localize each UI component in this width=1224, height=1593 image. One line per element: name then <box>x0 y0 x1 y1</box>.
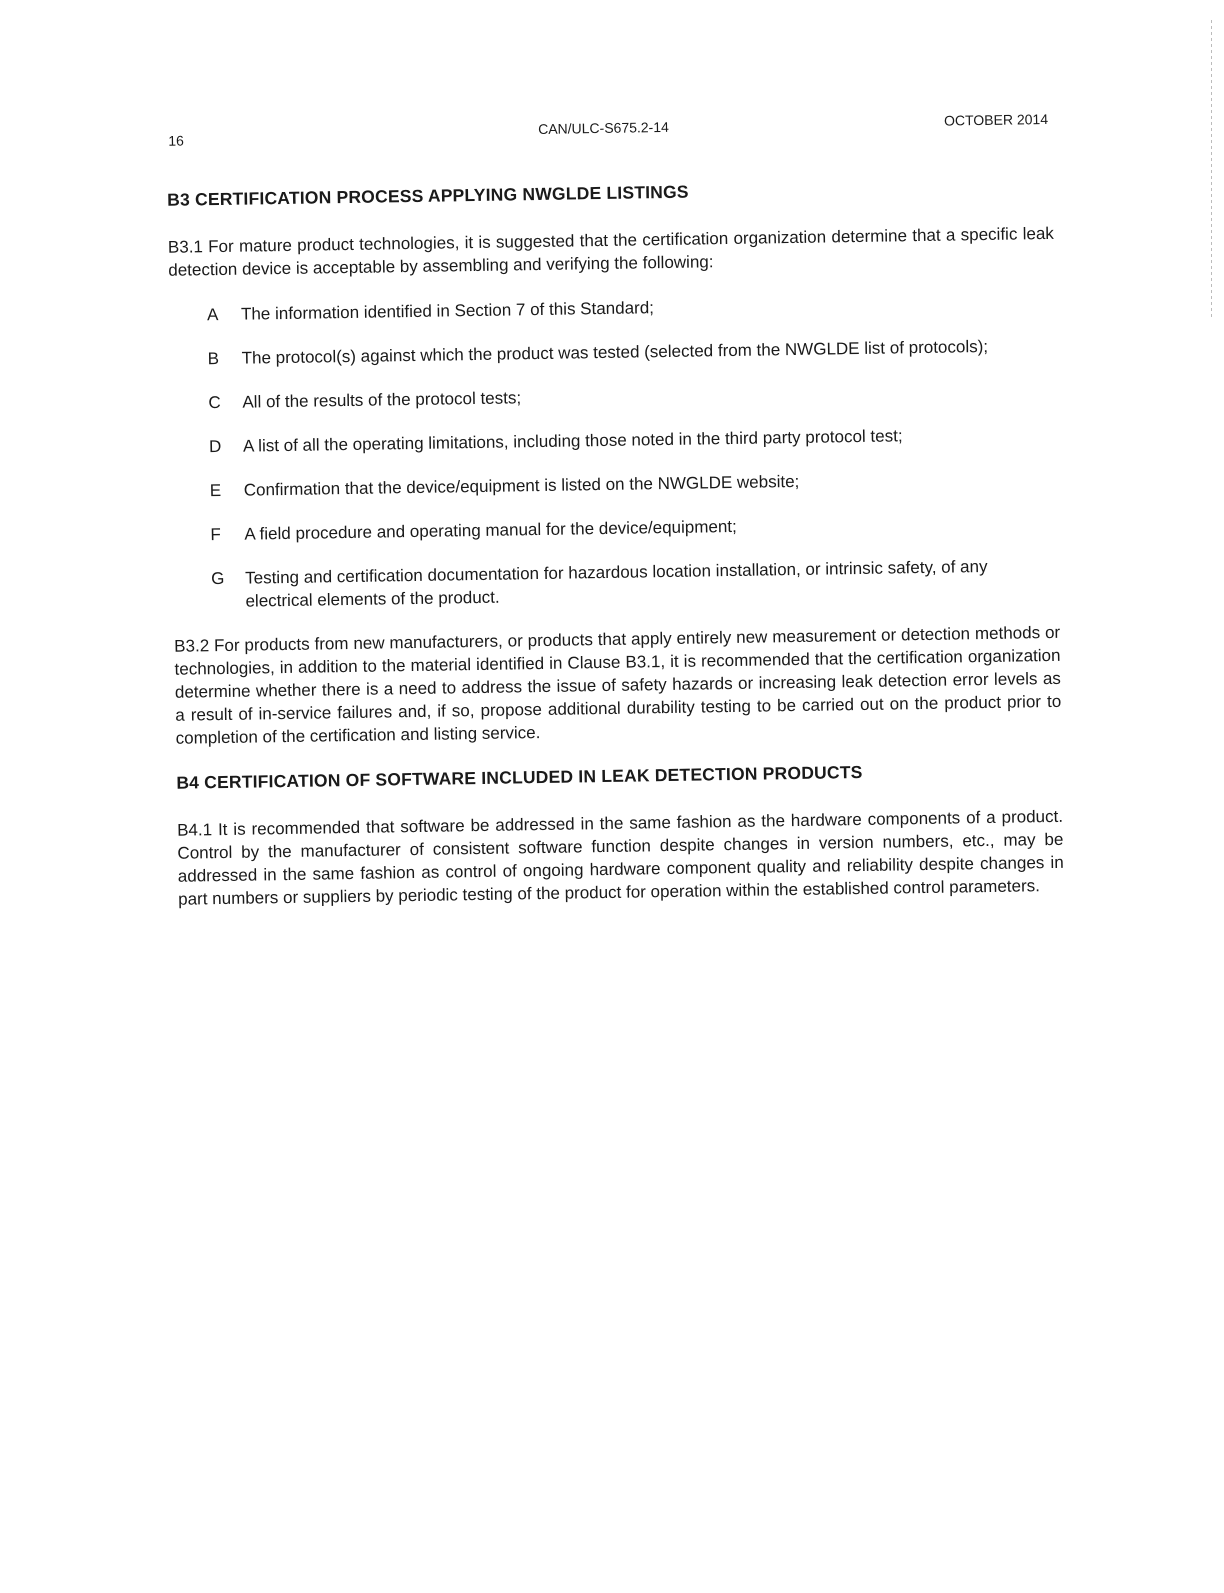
item-letter: F <box>210 525 222 545</box>
item-letter: C <box>208 392 221 413</box>
document-date: OCTOBER 2014 <box>943 110 1049 129</box>
list-item <box>170 378 1056 415</box>
item-text: The protocol(s) against which the product was tested (selected from the NWGLDE list of protocols); <box>241 336 989 368</box>
list-item <box>169 290 1055 327</box>
page-number: 16 <box>168 132 184 149</box>
item-text: A field procedure and operating manual for the device/equipment; <box>244 516 737 544</box>
document-code: CAN/ULC-S675.2-14 <box>538 118 669 137</box>
list-item <box>172 510 1058 547</box>
b3-item-list <box>169 290 1060 614</box>
clause-b4-1: B4.1 It is recommended that software be addressed in the same fashion as the hardware components of a product. Control by the manufacturer of consistent software function despite changes in version numbers, etc., may be addressed in the same fashion as control of ongoing hardware component quality and reliability despite changes in part numbers or suppliers by periodic testing of the product for operation within the established control parameters. <box>176 806 1064 909</box>
list-item <box>170 334 1056 371</box>
item-letter: D <box>208 436 222 457</box>
item-text: A list of all the operating limitations, including those noted in the third party protocol test; <box>242 426 903 456</box>
item-letter: G <box>211 568 225 589</box>
item-text: All of the results of the protocol tests; <box>242 388 522 412</box>
page-content <box>167 175 1065 933</box>
section-b4-heading: B4 CERTIFICATION OF SOFTWARE INCLUDED IN LEAK DETECTION PRODUCTS <box>176 761 863 793</box>
list-item <box>173 554 1060 614</box>
item-text: Confirmation that the device/equipment is listed on the NWGLDE website; <box>243 471 800 500</box>
item-text: The information identified in Section 7 of this Standard; <box>240 298 655 324</box>
list-item <box>172 466 1058 503</box>
item-letter: B <box>207 349 220 369</box>
item-letter: E <box>209 480 222 501</box>
item-letter: A <box>206 305 219 325</box>
clause-b3-1: B3.1 For mature product technologies, it is suggested that the certification organization determine that a specific leak detection device is acceptable by assembling and verifying the following: <box>167 223 1054 280</box>
page-header <box>168 110 1049 149</box>
list-item <box>171 422 1057 459</box>
clause-b3-2: B3.2 For products from new manufacturers, or products that apply entirely new measurement or detection methods or technologies, in addition to the material identified in Clause B3.1, it is recommended that the certification organization determine whether there is a need to address the issue of safety hazards or increasing leak detection error levels as a result of in-service failures and, if so, propose additional durability testing to be carried out on the product prior to completion of the certification and listing service. <box>174 622 1062 748</box>
section-b3-heading: B3 CERTIFICATION PROCESS APPLYING NWGLDE LISTINGS <box>167 181 689 210</box>
item-text: Testing and certification documentation for hazardous location installation, or intrinsic safety, of any electrical elements of the product. <box>245 556 988 611</box>
